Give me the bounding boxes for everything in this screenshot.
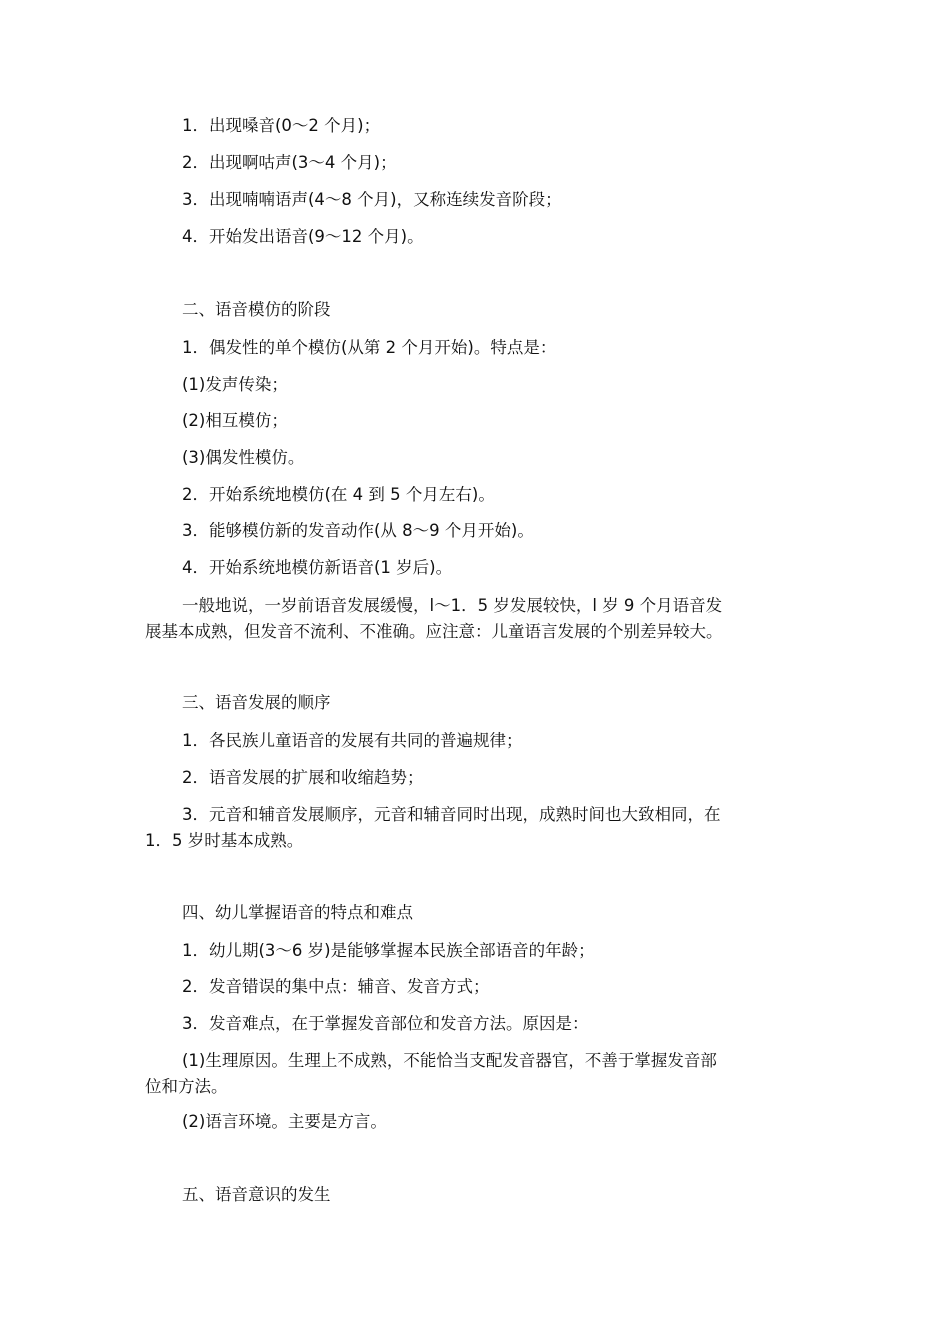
list-item: 4．开始系统地模仿新语音(1 岁后)。: [182, 558, 453, 577]
section-heading: 三、语音发展的顺序: [182, 693, 331, 712]
paragraph-line: 一般地说，一岁前语音发展缓慢，l～1．5 岁发展较快，l 岁 9 个月语音发: [182, 596, 723, 615]
list-item: 2．发音错误的集中点：辅音、发音方式；: [182, 977, 490, 996]
list-item: (2)相互模仿；: [182, 411, 288, 430]
paragraph-line: (1)生理原因。生理上不成熟，不能恰当支配发音器官，不善于掌握发音部: [182, 1051, 717, 1070]
list-item: 2．出现啊咕声(3～4 个月)；: [182, 153, 397, 172]
list-item: 1．各民族儿童语音的发展有共同的普遍规律；: [182, 731, 523, 750]
paragraph-line: 展基本成熟，但发音不流利、不准确。应注意：儿童语言发展的个别差异较大。: [145, 622, 723, 641]
paragraph-line: 1．5 岁时基本成熟。: [145, 831, 304, 850]
section-heading: 五、语音意识的发生: [182, 1185, 331, 1204]
list-item: 1．出现嗓音(0～2 个月)；: [182, 116, 381, 135]
list-item: 2．语音发展的扩展和收缩趋势；: [182, 768, 424, 787]
list-item: (3)偶发性模仿。: [182, 448, 305, 467]
list-item: 2．开始系统地模仿(在 4 到 5 个月左右)。: [182, 485, 495, 504]
list-item: 3．能够模仿新的发音动作(从 8～9 个月开始)。: [182, 521, 534, 540]
list-item: 3．发音难点，在于掌握发音部位和发音方法。原因是：: [182, 1014, 589, 1033]
list-item: 1．幼儿期(3～6 岁)是能够掌握本民族全部语音的年龄；: [182, 941, 595, 960]
section-heading: 二、语音模仿的阶段: [182, 300, 331, 319]
paragraph-line: 位和方法。: [145, 1077, 228, 1096]
list-item: 3．出现喃喃语声(4～8 个月)，又称连续发音阶段；: [182, 190, 562, 209]
list-item: (2)语言环境。主要是方言。: [182, 1112, 387, 1131]
list-item: 1．偶发性的单个模仿(从第 2 个月开始)。特点是：: [182, 338, 557, 357]
list-item: (1)发声传染；: [182, 375, 288, 394]
section-heading: 四、幼儿掌握语音的特点和难点: [182, 903, 413, 922]
list-item: 4．开始发出语音(9～12 个月)。: [182, 227, 424, 246]
paragraph-line: 3．元音和辅音发展顺序，元音和辅音同时出现，成熟时间也大致相同，在: [182, 805, 721, 824]
